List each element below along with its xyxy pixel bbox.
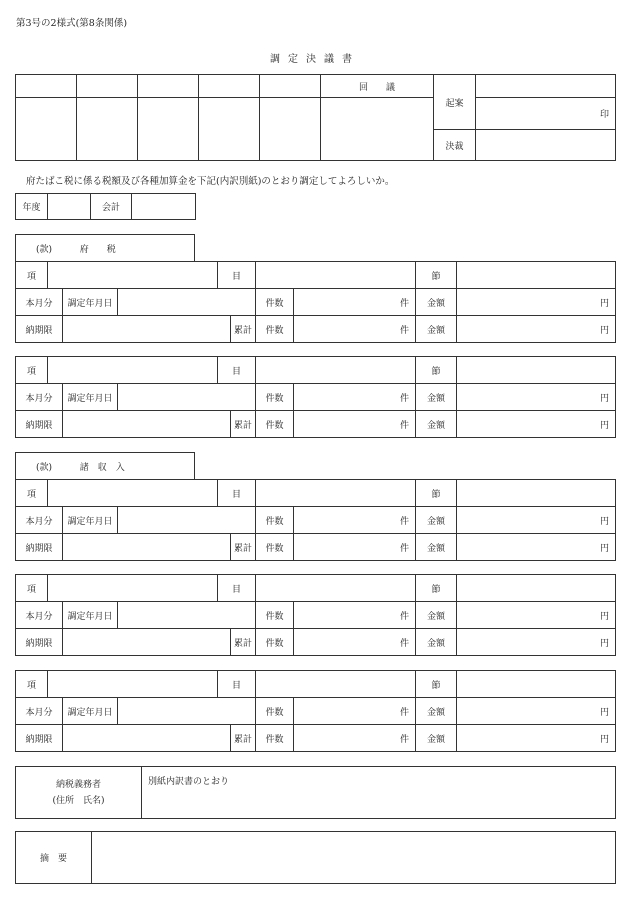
stamp-cell[interactable]: [199, 98, 260, 161]
ruikei-label: 累計: [231, 316, 256, 343]
setsu-label: 節: [416, 575, 457, 602]
setsu-label: 節: [416, 357, 457, 384]
kingaku-field[interactable]: [457, 384, 616, 411]
nouki-field[interactable]: [63, 534, 231, 561]
in-mark: 印: [599, 110, 609, 120]
item-block: [15, 356, 616, 438]
en-unit: 円: [600, 638, 610, 649]
stamp-cell[interactable]: [260, 98, 321, 161]
choutei-date-field[interactable]: [118, 602, 256, 629]
kou-field[interactable]: [48, 357, 218, 384]
kensu-field[interactable]: [294, 602, 416, 629]
choutei-date-label: 調定年月日: [63, 602, 118, 629]
kaigi-label: 回 議: [321, 75, 434, 98]
kensu-label: 件数: [256, 289, 294, 316]
kou-label: 項: [16, 671, 48, 698]
kensu-field[interactable]: [294, 316, 416, 343]
approval-table: [15, 74, 616, 161]
nouki-field[interactable]: [63, 316, 231, 343]
stamp-cell[interactable]: [16, 98, 77, 161]
form-header: 第3号の2様式(第8条関係): [16, 18, 128, 29]
kingaku-field[interactable]: [457, 629, 616, 656]
kensu-field[interactable]: [294, 698, 416, 725]
ken-unit: 件: [400, 393, 410, 404]
stamp-cell[interactable]: [77, 98, 138, 161]
kan-label: (款): [36, 244, 53, 255]
nouki-label: 納期限: [16, 411, 63, 438]
section-header-futax: [15, 234, 195, 262]
en-unit: 円: [600, 707, 610, 718]
moku-label: 目: [218, 357, 256, 384]
kou-label: 項: [16, 575, 48, 602]
kingaku-label: 金額: [416, 384, 457, 411]
choutei-date-label: 調定年月日: [63, 289, 118, 316]
hontsuki-label: 本月分: [16, 698, 63, 725]
kingaku-field[interactable]: [457, 698, 616, 725]
ken-unit: 件: [400, 611, 410, 622]
fiscal-table: [15, 193, 196, 220]
ruikei-label: 累計: [231, 411, 256, 438]
moku-field[interactable]: [256, 671, 416, 698]
setsu-field[interactable]: [457, 575, 616, 602]
hontsuki-label: 本月分: [16, 384, 63, 411]
choutei-date-field[interactable]: [118, 289, 256, 316]
section-header-shoshunyu: [15, 452, 195, 480]
ruikei-label: 累計: [231, 534, 256, 561]
kou-field[interactable]: [48, 262, 218, 289]
kingaku-label: 金額: [416, 534, 457, 561]
choutei-date-label: 調定年月日: [63, 507, 118, 534]
kian-blank[interactable]: [476, 75, 616, 98]
setsu-field[interactable]: [457, 480, 616, 507]
kensu-field[interactable]: [294, 384, 416, 411]
taxpayer-label: 納税義務者: [55, 779, 101, 790]
ken-unit: 件: [400, 638, 410, 649]
kensu-label: 件数: [256, 629, 294, 656]
nouki-field[interactable]: [63, 725, 231, 752]
summary-field[interactable]: [92, 832, 616, 884]
kingaku-field[interactable]: [457, 411, 616, 438]
ken-unit: 件: [400, 707, 410, 718]
kensu-label: 件数: [256, 602, 294, 629]
moku-label: 目: [218, 480, 256, 507]
kou-field[interactable]: [48, 671, 218, 698]
setsu-field[interactable]: [457, 357, 616, 384]
ken-unit: 件: [400, 325, 410, 336]
taxpayer-value[interactable]: 別紙内訳書のとおり: [142, 767, 616, 819]
kingaku-label: 金額: [416, 602, 457, 629]
choutei-date-field[interactable]: [118, 384, 256, 411]
ruikei-label: 累計: [231, 725, 256, 752]
kensu-label: 件数: [256, 316, 294, 343]
item-block: [15, 670, 616, 752]
ken-unit: 件: [400, 298, 410, 309]
item-block: [15, 261, 616, 343]
kan-label: (款): [36, 462, 53, 473]
summary-table: [15, 831, 616, 884]
kingaku-field[interactable]: [457, 534, 616, 561]
kou-field[interactable]: [48, 575, 218, 602]
kingaku-label: 金額: [416, 725, 457, 752]
en-unit: 円: [600, 516, 610, 527]
kaigi-stamp-area[interactable]: [321, 98, 434, 161]
ken-unit: 件: [400, 543, 410, 554]
kensu-field[interactable]: [294, 534, 416, 561]
en-unit: 円: [600, 611, 610, 622]
kensu-label: 件数: [256, 725, 294, 752]
kingaku-label: 金額: [416, 411, 457, 438]
kingaku-field[interactable]: [457, 507, 616, 534]
kensu-label: 件数: [256, 698, 294, 725]
setsu-label: 節: [416, 671, 457, 698]
choutei-date-label: 調定年月日: [63, 698, 118, 725]
stamp-cell[interactable]: [16, 75, 77, 98]
ken-unit: 件: [400, 516, 410, 527]
statement: 府たばこ税に係る税額及び各種加算金を下記(内訳別紙)のとおり調定してよろしいか。: [26, 176, 395, 187]
en-unit: 円: [600, 325, 610, 336]
nouki-label: 納期限: [16, 629, 63, 656]
kensu-label: 件数: [256, 534, 294, 561]
nouki-label: 納期限: [16, 534, 63, 561]
kensu-field[interactable]: [294, 289, 416, 316]
stamp-cell[interactable]: [199, 75, 260, 98]
moku-label: 目: [218, 262, 256, 289]
summary-label: 摘 要: [16, 832, 92, 884]
item-block: [15, 574, 616, 656]
taxpayer-label-cell: [16, 767, 142, 819]
nouki-label: 納期限: [16, 316, 63, 343]
nendo-label: 年度: [16, 194, 48, 220]
kaikei-label: 会計: [91, 194, 132, 220]
moku-field[interactable]: [256, 575, 416, 602]
choutei-date-field[interactable]: [118, 698, 256, 725]
moku-field[interactable]: [256, 480, 416, 507]
kensu-label: 件数: [256, 411, 294, 438]
kou-label: 項: [16, 480, 48, 507]
moku-field[interactable]: [256, 262, 416, 289]
en-unit: 円: [600, 734, 610, 745]
nouki-field[interactable]: [63, 629, 231, 656]
kensu-field[interactable]: [294, 725, 416, 752]
kou-label: 項: [16, 262, 48, 289]
kou-label: 項: [16, 357, 48, 384]
kensu-label: 件数: [256, 384, 294, 411]
nendo-field[interactable]: [48, 194, 91, 220]
taxpayer-table: [15, 766, 616, 819]
stamp-cell[interactable]: [77, 75, 138, 98]
kaikei-field[interactable]: [132, 194, 196, 220]
kingaku-field[interactable]: [457, 602, 616, 629]
kingaku-field[interactable]: [457, 725, 616, 752]
en-unit: 円: [600, 543, 610, 554]
stamp-cell[interactable]: [260, 75, 321, 98]
taxpayer-sublabel: (住所 氏名): [52, 795, 105, 806]
ken-unit: 件: [400, 420, 410, 431]
choutei-date-label: 調定年月日: [63, 384, 118, 411]
moku-field[interactable]: [256, 357, 416, 384]
nouki-label: 納期限: [16, 725, 63, 752]
ruikei-label: 累計: [231, 629, 256, 656]
page-title: 調定決議書: [270, 54, 360, 65]
kensu-field[interactable]: [294, 629, 416, 656]
stamp-cell[interactable]: [138, 98, 199, 161]
hontsuki-label: 本月分: [16, 602, 63, 629]
item-block: [15, 479, 616, 561]
kingaku-label: 金額: [416, 629, 457, 656]
kingaku-label: 金額: [416, 507, 457, 534]
ken-unit: 件: [400, 734, 410, 745]
kessai-label: 決裁: [434, 130, 476, 161]
en-unit: 円: [600, 420, 610, 431]
en-unit: 円: [600, 298, 610, 309]
hontsuki-label: 本月分: [16, 507, 63, 534]
kian-label: 起案: [434, 75, 476, 130]
setsu-field[interactable]: [457, 671, 616, 698]
section-name: 諸 収 入: [79, 462, 125, 473]
kou-field[interactable]: [48, 480, 218, 507]
kian-seal-cell[interactable]: [476, 98, 616, 130]
kingaku-label: 金額: [416, 698, 457, 725]
hontsuki-label: 本月分: [16, 289, 63, 316]
section-title: [16, 235, 195, 262]
kensu-field[interactable]: [294, 411, 416, 438]
kensu-field[interactable]: [294, 507, 416, 534]
setsu-field[interactable]: [457, 262, 616, 289]
kingaku-field[interactable]: [457, 289, 616, 316]
setsu-label: 節: [416, 262, 457, 289]
kessai-stamp[interactable]: [476, 130, 616, 161]
section-title: [16, 453, 195, 480]
nouki-field[interactable]: [63, 411, 231, 438]
kingaku-label: 金額: [416, 316, 457, 343]
en-unit: 円: [600, 393, 610, 404]
setsu-label: 節: [416, 480, 457, 507]
moku-label: 目: [218, 671, 256, 698]
kingaku-label: 金額: [416, 289, 457, 316]
choutei-date-field[interactable]: [118, 507, 256, 534]
kensu-label: 件数: [256, 507, 294, 534]
kingaku-field[interactable]: [457, 316, 616, 343]
section-name: 府 税: [79, 244, 116, 255]
moku-label: 目: [218, 575, 256, 602]
stamp-cell[interactable]: [138, 75, 199, 98]
